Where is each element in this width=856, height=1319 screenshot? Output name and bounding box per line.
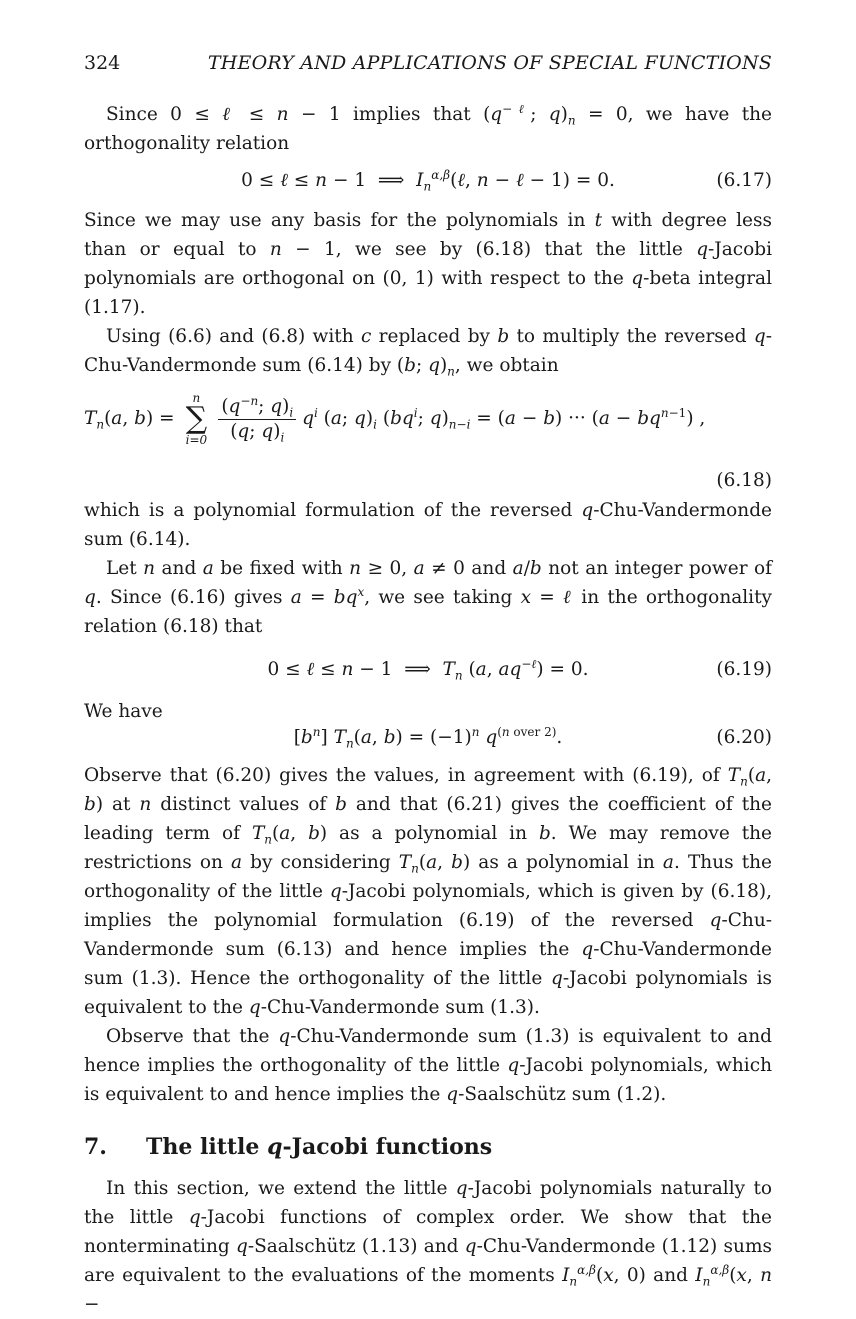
section-title: The little q-Jacobi functions [146,1134,493,1160]
fraction: $\frac{(q^{-n}; q)_i}{(q; q)_i}$ [218,395,296,444]
page-number: 324 [84,52,121,74]
equation-6-19-expression: 0 ≤ ℓ ≤ n − 1 ⟹ $T_n$ (a, $aq^{-\ell}) = 0$. [267,656,589,683]
equation-number: (6.18) [716,470,772,491]
paragraph-8: Observe that the q-Chu-Vandermonde sum (1.3) is equivalent to and hence implies the orthogonality of the little q-Jacobi polynomials, which is equivalent to and hence implies the q-Saalschütz sum (1.2). [84,1026,772,1105]
paragraph-7: Observe that (6.20) gives the values, in agreement with (6.19), of $T_n(a$, b) at n distinct values of b and that (6.21) gives the coefficient of the leading term of $T_n(a$, b) as a polynomial in b. We may remove the restrictions on a by considering $T_n(a$, b) as a polynomial in a. Thus the orthogonality of the little q-Jacobi polynomials, which is given by (6.18), implies the polynomial formulation (6.19) of the reversed q-Chu-Vandermonde sum (6.13) and hence implies the q-Chu-Vandermonde sum (1.3). Hence the orthogonality of the little q-Jacobi polynomials is equivalent to the q-Chu-Vandermonde sum (1.3). [84,765,773,1018]
equation-6-19 [84,655,772,687]
paragraph-1: Since 0 ≤ ℓ ≤ n − 1 implies that ($q^{-\ell}$; $q)_n = 0$, we have the orthogonality relation [84,101,773,154]
paragraph-5: Let n and a be fixed with n ≥ 0, a ≠ 0 and a/b not an integer power of q. Since (6.16) gives $a = bq^x$, we see taking x = ℓ in the orthogonality relation (6.18) that [84,558,772,637]
equation-6-18 [84,391,772,491]
summation-sign: n ∑ i=0 [185,391,208,447]
equation-number: (6.20) [716,727,772,748]
equation-number: (6.19) [716,659,772,680]
section-heading [84,1133,772,1162]
equation-6-17-expression: 0 ≤ ℓ ≤ n − 1 ⟹ $I_n^{\alpha,\beta}(\ell$, n − ℓ − 1) = 0. [241,167,615,194]
equation-6-20 [84,697,772,755]
equation-number: (6.17) [716,170,772,191]
paragraph-2: Since we may use any basis for the polynomials in t with degree less than or equal to n − 1, we see by (6.18) that the little q-Jacobi polynomials are orthogonal on (0, 1) with respect to the q-beta integral (1.17). [84,210,773,318]
paragraph-4: which is a polynomial formulation of the reversed q-Chu-Vandermonde sum (6.14). [84,500,772,550]
equation-6-18-expression: $T_n(a$, b) = n ∑ i=0 $\frac{(q^{-n}; q)_i}{(q; q)_i}$ $q^i$ (a; $q)_i$ ($bq^i$; $q)_{n-i} = (a - b)$ ··· $(a - bq^{n-1})$ , [84,391,706,447]
equation-6-17 [84,166,772,198]
paragraph-9: In this section, we extend the little q-Jacobi polynomials naturally to the little q-Jacobi functions of complex order. We show that the nonterminating q-Saalschütz (1.13) and q-Chu-Vandermonde (1.12) sums are equivalent to the evaluations of the moments $I_n^{\alpha,\beta}(x$, 0) and $I_n^{\alpha,\beta}(x$, n − [84,1178,773,1315]
section-number: 7. [84,1134,107,1160]
paragraph-6: We have [84,701,163,722]
equation-6-20-expression: $[b^n]$ $T_n(a$, $b) = (-1)^n$ $q^{(n over 2)}$. [293,724,563,751]
paragraph-3: Using (6.6) and (6.8) with c replaced by b to multiply the reversed q-Chu-Vandermonde sum (6.14) by (b; $q)_n$, we obtain [84,326,773,379]
page-body [84,100,772,1319]
running-head: THEORY AND APPLICATIONS OF SPECIAL FUNCTIONS [207,52,772,74]
